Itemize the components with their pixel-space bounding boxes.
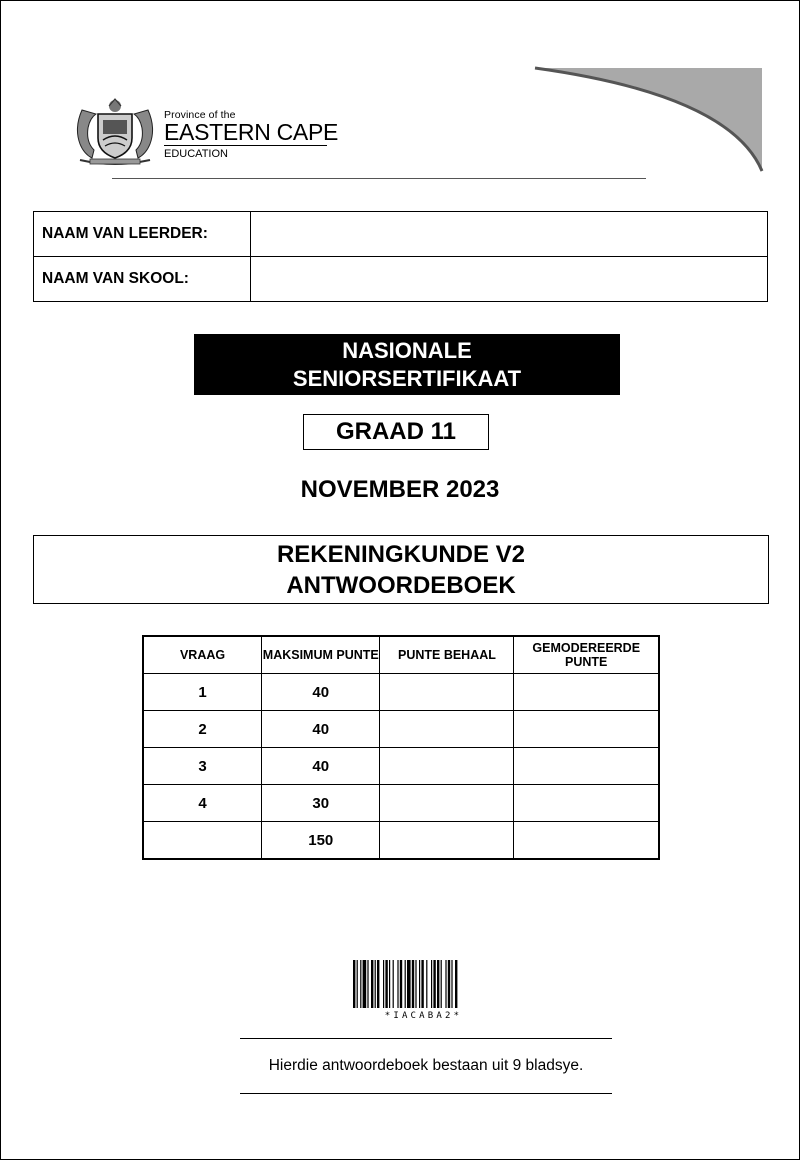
- barcode-bar: [445, 960, 446, 1008]
- logo-line-2: EASTERN CAPE: [164, 119, 339, 145]
- barcode-bar: [353, 960, 355, 1008]
- barcode-bar: [397, 960, 398, 1008]
- barcode-bar: [421, 960, 423, 1008]
- barcode-bar: [412, 960, 414, 1008]
- total-row: [143, 822, 659, 860]
- max-marks: 40: [262, 711, 380, 748]
- grade-box: GRAAD 11: [303, 414, 489, 450]
- barcode-bar: [363, 960, 367, 1008]
- barcode-bar: [415, 960, 416, 1008]
- footer-rule-bottom: [240, 1093, 612, 1094]
- marks-obtained-cell[interactable]: [380, 785, 514, 822]
- marks-obtained-cell[interactable]: [380, 748, 514, 785]
- school-name-field[interactable]: [251, 257, 768, 302]
- barcode-bar: [419, 960, 420, 1008]
- logo-line-3: EDUCATION: [164, 148, 228, 160]
- learner-name-label: NAAM VAN LEERDER:: [34, 212, 251, 257]
- barcode-bar: [389, 960, 390, 1008]
- barcode-bar: [360, 960, 361, 1008]
- barcode-bar: [448, 960, 450, 1008]
- school-name-label: NAAM VAN SKOOL:: [34, 257, 251, 302]
- barcode-bar: [383, 960, 384, 1008]
- booklet-title: ANTWOORDEBOEK: [286, 572, 516, 599]
- barcode-bar: [367, 960, 368, 1008]
- barcode-bar: [431, 960, 432, 1008]
- exam-date: NOVEMBER 2023: [300, 476, 500, 503]
- header-marks-obtained: PUNTE BEHAAL: [380, 636, 514, 674]
- header-moderated-marks: GEMODEREERDE PUNTE: [514, 636, 659, 674]
- certificate-line-1: NASIONALE: [342, 338, 472, 363]
- total-label-cell: [143, 822, 262, 860]
- certificate-banner: [194, 334, 620, 395]
- marks-header-row: [143, 636, 659, 674]
- barcode-bar: [393, 960, 394, 1008]
- barcode-bar: [375, 960, 376, 1008]
- marks-obtained-cell[interactable]: [380, 711, 514, 748]
- marks-obtained-cell[interactable]: [380, 674, 514, 711]
- logo-text: [164, 109, 338, 160]
- header-question: VRAAG: [143, 636, 262, 674]
- logo-line-1: Province of the: [164, 109, 236, 121]
- max-marks: 40: [262, 674, 380, 711]
- table-row: [143, 674, 659, 711]
- table-row: [143, 785, 659, 822]
- table-row: [143, 748, 659, 785]
- question-number: 4: [143, 785, 262, 822]
- footer-rule-top: [240, 1038, 612, 1039]
- barcode-bar: [405, 960, 406, 1008]
- total-moderated-cell[interactable]: [514, 822, 659, 860]
- barcode-bar: [455, 960, 457, 1008]
- school-name-row: [34, 257, 768, 302]
- subject-title: REKENINGKUNDE V2: [276, 541, 526, 568]
- barcode-bar: [371, 960, 373, 1008]
- barcode-bar: [437, 960, 439, 1008]
- learner-name-field[interactable]: [251, 212, 768, 257]
- max-marks: 40: [262, 748, 380, 785]
- barcode-icon: [353, 960, 494, 1013]
- footer-note: Hierdie antwoordeboek bestaan uit 9 bladsye.: [268, 1057, 584, 1074]
- question-number: 2: [143, 711, 262, 748]
- certificate-line-2: SENIORSERTIFIKAAT: [292, 366, 522, 391]
- barcode-text: *IACABA2*: [384, 1011, 463, 1021]
- learner-info-table: [33, 211, 768, 302]
- moderated-marks-cell[interactable]: [514, 674, 659, 711]
- question-number: 1: [143, 674, 262, 711]
- total-obtained-cell[interactable]: [380, 822, 514, 860]
- max-marks: 30: [262, 785, 380, 822]
- coat-of-arms-icon: [70, 98, 160, 166]
- barcode-bar: [441, 960, 442, 1008]
- barcode-bar: [400, 960, 402, 1008]
- swoosh-decoration: [530, 65, 765, 173]
- moderated-marks-cell[interactable]: [514, 711, 659, 748]
- logo-rule: [164, 145, 327, 146]
- marks-table: [142, 635, 660, 860]
- barcode-bar: [377, 960, 379, 1008]
- subject-box: [33, 535, 769, 604]
- question-number: 3: [143, 748, 262, 785]
- barcode-bar: [385, 960, 387, 1008]
- barcode-bar: [451, 960, 452, 1008]
- moderated-marks-cell[interactable]: [514, 748, 659, 785]
- barcode-bar: [407, 960, 411, 1008]
- header-rule: [112, 178, 646, 179]
- barcode-bar: [433, 960, 435, 1008]
- barcode-bar: [357, 960, 358, 1008]
- moderated-marks-cell[interactable]: [514, 785, 659, 822]
- learner-name-row: [34, 212, 768, 257]
- barcode-bar: [426, 960, 427, 1008]
- header-max-marks: MAKSIMUM PUNTE: [262, 636, 380, 674]
- total-max-marks: 150: [262, 822, 380, 860]
- table-row: [143, 711, 659, 748]
